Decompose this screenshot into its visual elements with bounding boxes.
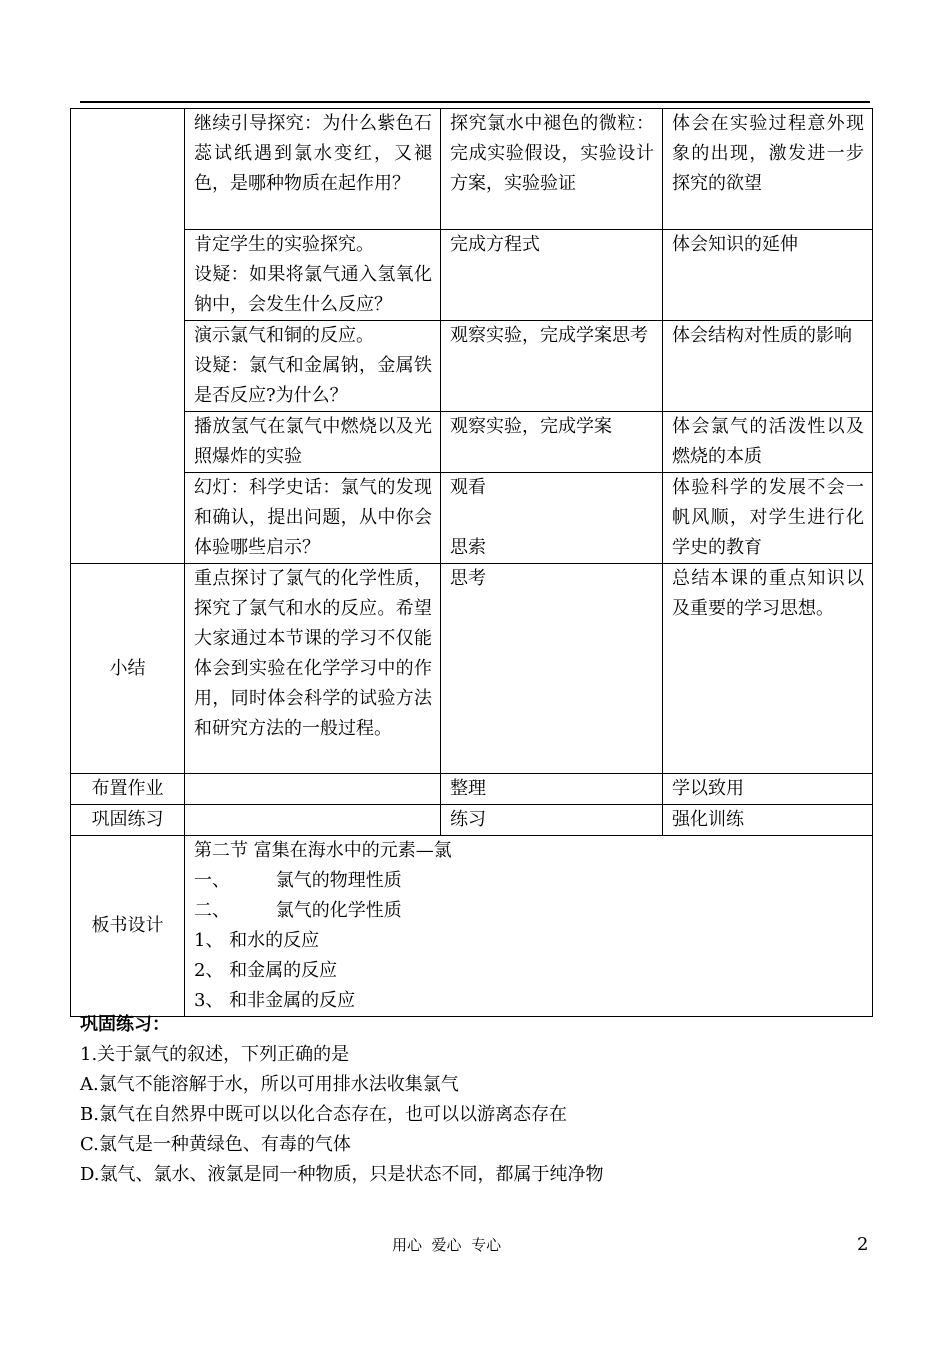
cell-text: 思索 — [450, 537, 486, 558]
design-intent-cell — [663, 109, 873, 230]
cell-text: 观看 — [450, 477, 486, 498]
teacher-activity-cell — [185, 412, 441, 473]
teacher-activity-cell — [185, 564, 441, 774]
teacher-activity-cell — [185, 473, 441, 564]
row-label — [71, 109, 185, 564]
exercise-option-a: A.氯气不能溶解于水，所以可用排水法收集氯气 — [80, 1074, 459, 1095]
design-intent-cell — [663, 473, 873, 564]
cell-text: 播放氢气在氯气中燃烧以及光照爆炸的实验 — [194, 416, 432, 467]
board-line: 二、 氯气的化学性质 — [194, 900, 402, 921]
table-row — [71, 836, 873, 1017]
cell-text: 体会结构对性质的影响 — [672, 325, 852, 346]
table-row — [71, 473, 873, 564]
cell-text: 体验科学的发展不会一帆风顺，对学生进行化学史的教育 — [672, 477, 864, 558]
cell-text: 总结本课的重点知识以及重要的学习思想。 — [672, 568, 864, 619]
cell-text: 继续引导探究：为什么紫色石蕊试纸遇到氯水变红，又褪色，是哪种物质在起作用？ — [194, 113, 432, 194]
table-row — [71, 774, 873, 805]
design-intent-cell: 学以致用 — [663, 774, 873, 805]
table-row — [71, 321, 873, 412]
design-intent-cell: 强化训练 — [663, 805, 873, 836]
teacher-activity-cell — [185, 230, 441, 321]
cell-text: 观察实验，完成学案 — [450, 416, 612, 437]
footer-motto: 用心 爱心 专心 — [392, 1236, 502, 1254]
cell-text: 演示氯气和铜的反应。 — [194, 325, 374, 346]
exercise-option-d: D.氯气、氯水、液氯是同一种物质，只是状态不同，都属于纯净物 — [80, 1164, 604, 1185]
design-intent-cell — [663, 230, 873, 321]
board-line: 第二节 富集在海水中的元素—氯 — [194, 840, 452, 861]
exercise-option-b: B.氯气在自然界中既可以以化合态存在，也可以以游离态存在 — [80, 1104, 567, 1125]
cell-text: 探究氯水中褪色的微粒：完成实验假设，实验设计方案，实验验证 — [450, 113, 654, 194]
design-intent-cell — [663, 412, 873, 473]
student-activity-cell — [441, 412, 663, 473]
row-label: 巩固练习 — [71, 805, 185, 836]
cell-text: 完成方程式 — [450, 234, 540, 255]
student-activity-cell: 整理 — [441, 774, 663, 805]
exercise-question: 1.关于氯气的叙述，下列正确的是 — [80, 1044, 350, 1065]
student-activity-cell — [441, 230, 663, 321]
cell-text: 设疑：如果将氯气通入氢氧化钠中，会发生什么反应？ — [194, 264, 432, 315]
table-row — [71, 412, 873, 473]
student-activity-cell — [441, 109, 663, 230]
teacher-activity-cell — [185, 321, 441, 412]
student-activity-cell — [441, 473, 663, 564]
board-line: 2、 和金属的反应 — [194, 960, 338, 981]
cell-text: 思考 — [450, 568, 486, 589]
cell-text: 体会在实验过程意外现象的出现，激发进一步探究的欲望 — [672, 113, 864, 194]
cell-text: 设疑：氯气和金属钠，金属铁是否反应?为什么？ — [194, 355, 432, 406]
table-row — [71, 564, 873, 774]
board-line: 一、 氯气的物理性质 — [194, 870, 402, 891]
teacher-activity-cell — [185, 109, 441, 230]
board-line: 3、 和非金属的反应 — [194, 990, 356, 1011]
design-intent-cell — [663, 564, 873, 774]
row-label: 小结 — [71, 564, 185, 774]
teacher-activity-cell — [185, 805, 441, 836]
board-design-label: 板书设计 — [71, 836, 185, 1017]
cell-text: 体会氯气的活泼性以及燃烧的本质 — [672, 416, 864, 467]
teacher-activity-cell — [185, 774, 441, 805]
exercise-section — [80, 1010, 870, 1190]
cell-text: 重点探讨了氯气的化学性质，探究了氯气和水的反应。希望大家通过本节课的学习不仅能体会到实验在化学学习中的作用，同时体会科学的试验方法和研究方法的一般过程。 — [194, 568, 432, 739]
board-design-content — [185, 836, 873, 1017]
student-activity-cell: 练习 — [441, 805, 663, 836]
cell-text: 幻灯：科学史话：氯气的发现和确认，提出问题，从中你会体验哪些启示？ — [194, 477, 432, 558]
page-number: 2 — [857, 1234, 869, 1255]
table-row — [71, 805, 873, 836]
cell-text: 体会知识的延伸 — [672, 234, 798, 255]
exercise-title: 巩固练习： — [80, 1014, 170, 1035]
row-label: 布置作业 — [71, 774, 185, 805]
student-activity-cell — [441, 321, 663, 412]
design-intent-cell — [663, 321, 873, 412]
table-row — [71, 109, 873, 230]
cell-text: 肯定学生的实验探究。 — [194, 234, 374, 255]
board-line: 1、 和水的反应 — [194, 930, 320, 951]
table-row — [71, 230, 873, 321]
student-activity-cell — [441, 564, 663, 774]
header-rule — [80, 101, 870, 103]
cell-text: 观察实验，完成学案思考 — [450, 325, 648, 346]
lesson-plan-table — [70, 108, 873, 1017]
exercise-option-c: C.氯气是一种黄绿色、有毒的气体 — [80, 1134, 351, 1155]
